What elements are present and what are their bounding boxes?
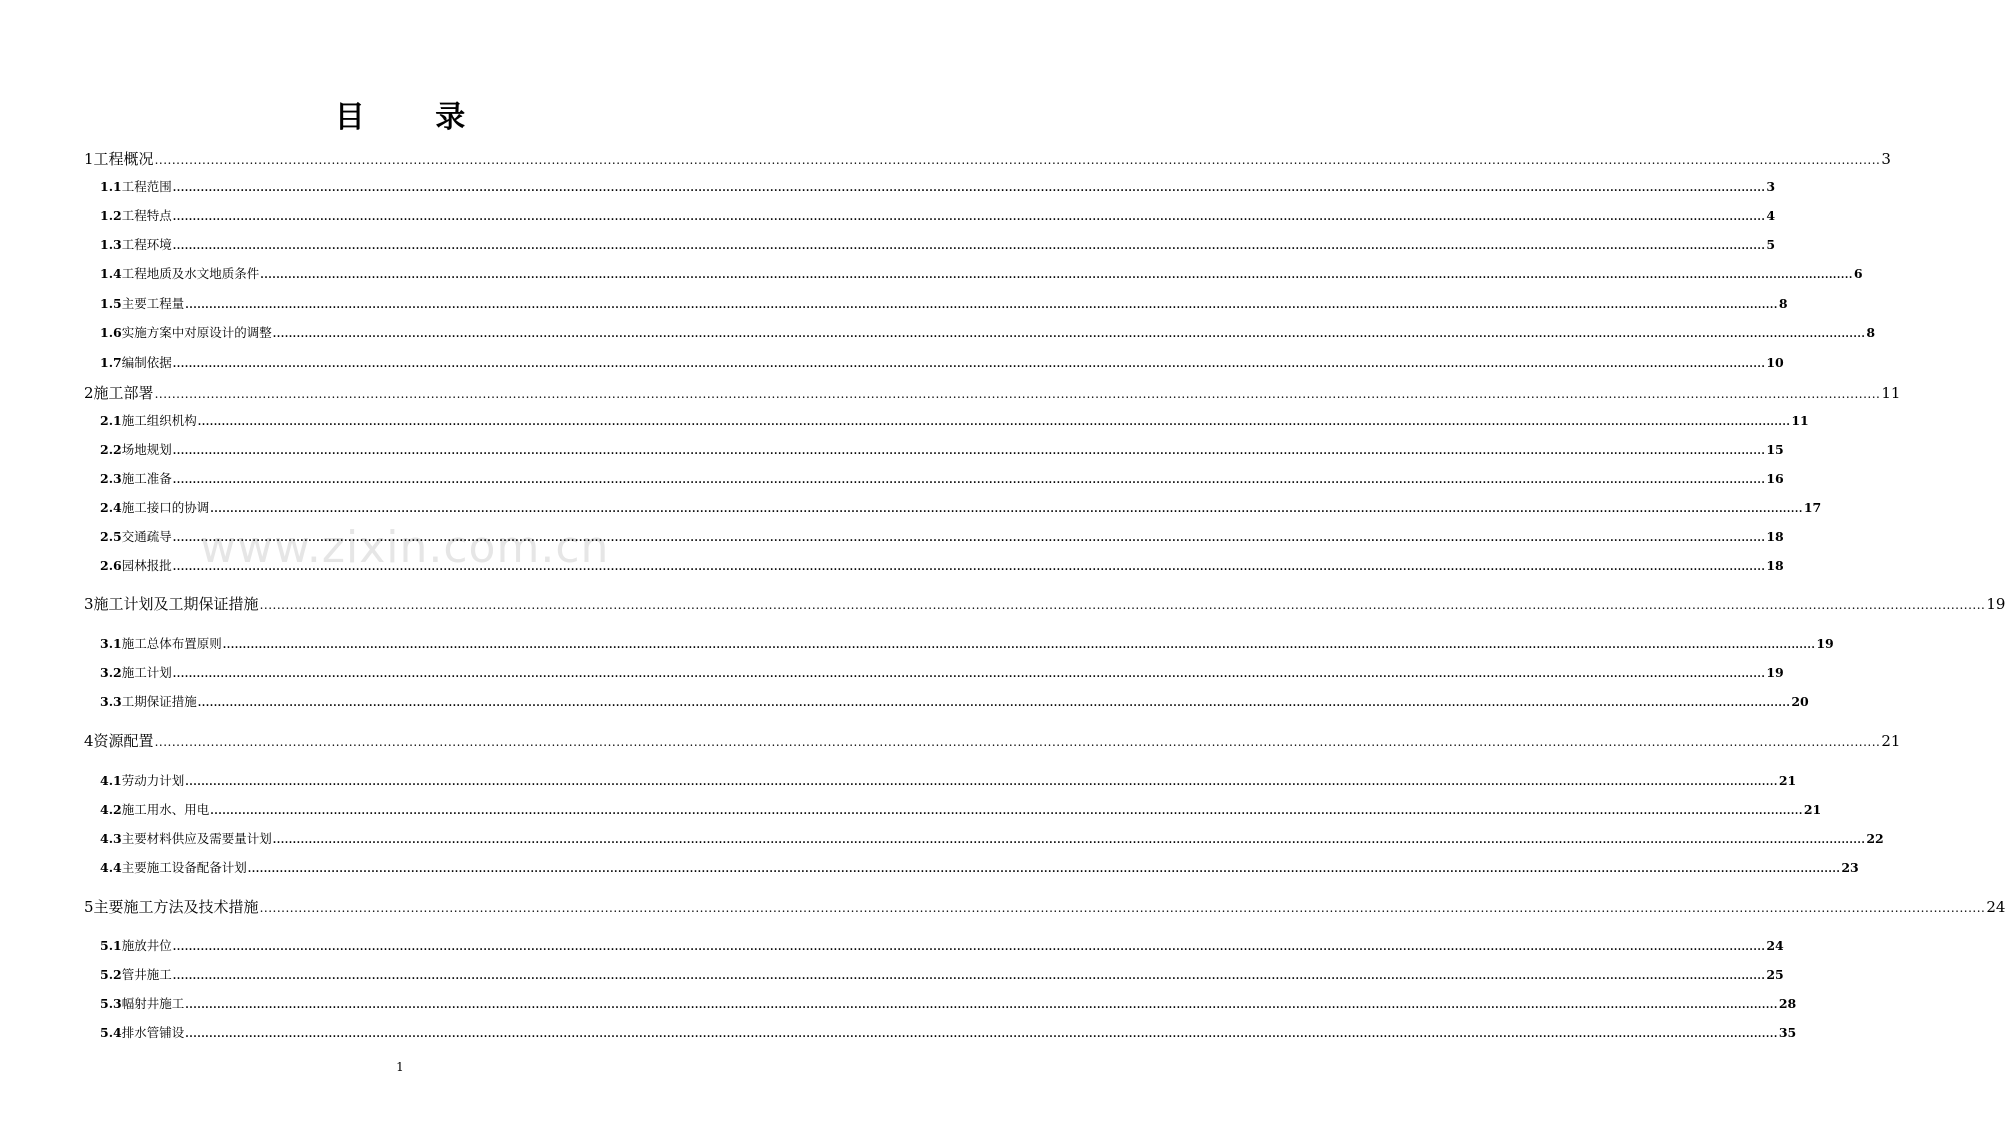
toc-entry-label: 施工总体布置原则 <box>121 636 222 651</box>
toc-entry-number: 1.3 <box>100 237 122 252</box>
toc-chapter-entry[interactable] <box>84 148 1891 169</box>
toc-dot-leader: ................................................................................................................................................................................................................................................................................................................................................................................................................ <box>185 300 1778 311</box>
toc-dot-leader: ................................................................................................................................................................................................................................................................................................................................................................................................................ <box>172 446 1766 457</box>
toc-dot-leader: ................................................................................................................................................................................................................................................................................................................................................................................................................ <box>185 777 1778 788</box>
toc-entry-number: 4.4 <box>100 860 122 875</box>
toc-entry-number: 4.3 <box>100 831 122 846</box>
toc-entry-label: 工程地质及水文地质条件 <box>121 266 260 281</box>
toc-entry-label: 施工部署 <box>93 384 154 402</box>
toc-entry-number: 2.1 <box>100 413 122 428</box>
toc-entry-page: 35 <box>1778 1025 1797 1040</box>
toc-entry-number: 3 <box>84 595 94 613</box>
toc-entry-number: 2.3 <box>100 471 122 486</box>
toc-entry-label: 场地规划 <box>121 442 172 457</box>
toc-entry-number: 1.7 <box>100 355 122 370</box>
toc-dot-leader: ................................................................................................................................................................................................................................................................................................................................................................................................................ <box>172 562 1766 573</box>
toc-section-entry[interactable] <box>100 527 1784 545</box>
toc-entry-label: 施放井位 <box>121 938 172 953</box>
toc-entry-page: 19 <box>1986 595 2005 613</box>
toc-dot-leader: ................................................................................................................................................................................................................................................................................................................................................................................................................ <box>197 698 1791 709</box>
toc-entry-label: 施工计划及工期保证措施 <box>93 595 259 613</box>
toc-entry-page: 21 <box>1778 773 1797 788</box>
toc-entry-number: 5.1 <box>100 938 122 953</box>
toc-entry-label: 施工接口的协调 <box>121 500 210 515</box>
toc-entry-page: 8 <box>1778 296 1788 311</box>
page-title: 目 录 <box>334 100 496 135</box>
toc-dot-leader: ................................................................................................................................................................................................................................................................................................................................................................................................................ <box>172 183 1766 194</box>
toc-entry-page: 28 <box>1778 996 1797 1011</box>
toc-entry-page: 18 <box>1766 529 1784 544</box>
toc-section-entry[interactable] <box>100 498 1822 516</box>
toc-dot-leader: ................................................................................................................................................................................................................................................................................................................................................................................................................ <box>172 212 1766 223</box>
toc-entry-page: 24 <box>1766 938 1784 953</box>
toc-section-entry[interactable] <box>100 663 1784 681</box>
toc-section-entry[interactable] <box>100 771 1797 789</box>
toc-entry-label: 工程环境 <box>121 237 172 252</box>
toc-entry-label: 交通疏导 <box>121 529 172 544</box>
toc-entry-page: 18 <box>1766 558 1784 573</box>
toc-section-entry[interactable] <box>100 858 1859 876</box>
toc-section-entry[interactable] <box>100 353 1784 371</box>
toc-entry-page: 22 <box>1866 831 1884 846</box>
toc-chapter-entry[interactable] <box>84 896 2005 917</box>
toc-entry-label: 工程特点 <box>121 208 172 223</box>
toc-section-entry[interactable] <box>100 440 1784 458</box>
toc-section-entry[interactable] <box>100 965 1784 983</box>
toc-section-entry[interactable] <box>100 994 1797 1012</box>
toc-entry-number: 2.2 <box>100 442 122 457</box>
page-number: 1 <box>396 1060 404 1074</box>
toc-entry-page: 4 <box>1766 208 1776 223</box>
toc-entry-number: 1 <box>84 150 94 168</box>
toc-entry-number: 3.1 <box>100 636 122 651</box>
toc-entry-number: 2 <box>84 384 94 402</box>
toc-dot-leader: ................................................................................................................................................................................................................................................................................................................................................................................................................ <box>260 270 1853 281</box>
toc-entry-label: 工程范围 <box>121 179 172 194</box>
toc-dot-leader: ................................................................................................................................................................................................................................................................................................................................................................................................................ <box>247 864 1841 875</box>
toc-entry-label: 资源配置 <box>93 732 154 750</box>
toc-entry-number: 4.1 <box>100 773 122 788</box>
toc-entry-number: 2.6 <box>100 558 122 573</box>
toc-section-entry[interactable] <box>100 556 1784 574</box>
toc-entry-label: 工程概况 <box>93 150 154 168</box>
toc-entry-page: 17 <box>1803 500 1822 515</box>
toc-dot-leader: ................................................................................................................................................................................................................................................................................................................................................................................................................ <box>272 835 1866 846</box>
toc-section-entry[interactable] <box>100 323 1876 341</box>
toc-entry-label: 园林报批 <box>121 558 172 573</box>
toc-section-entry[interactable] <box>100 692 1809 710</box>
toc-dot-leader: ................................................................................................................................................................................................................................................................................................................................................................................................................ <box>154 153 1881 167</box>
toc-entry-number: 5.2 <box>100 967 122 982</box>
toc-entry-page: 19 <box>1816 636 1834 651</box>
toc-dot-leader: ................................................................................................................................................................................................................................................................................................................................................................................................................ <box>154 387 1881 401</box>
toc-section-entry[interactable] <box>100 235 1776 253</box>
toc-section-entry[interactable] <box>100 264 1863 282</box>
toc-entry-label: 主要材料供应及需要量计划 <box>121 831 272 846</box>
toc-entry-label: 主要工程量 <box>121 296 185 311</box>
toc-entry-page: 15 <box>1766 442 1784 457</box>
toc-section-entry[interactable] <box>100 177 1776 195</box>
toc-dot-leader: ................................................................................................................................................................................................................................................................................................................................................................................................................ <box>172 971 1766 982</box>
toc-entry-page: 11 <box>1881 384 1901 402</box>
toc-entry-page: 20 <box>1791 694 1809 709</box>
toc-entry-page: 21 <box>1803 802 1822 817</box>
toc-entry-number: 2.5 <box>100 529 122 544</box>
toc-dot-leader: ................................................................................................................................................................................................................................................................................................................................................................................................................ <box>272 329 1866 340</box>
toc-entry-label: 实施方案中对原设计的调整 <box>121 325 272 340</box>
toc-entry-label: 主要施工方法及技术措施 <box>93 898 259 916</box>
toc-entry-number: 5.3 <box>100 996 122 1011</box>
toc-section-entry[interactable] <box>100 829 1884 847</box>
toc-dot-leader: ................................................................................................................................................................................................................................................................................................................................................................................................................ <box>197 417 1791 428</box>
toc-entry-number: 3.2 <box>100 665 122 680</box>
toc-chapter-entry[interactable] <box>84 730 1901 751</box>
toc-entry-page: 10 <box>1766 355 1784 370</box>
toc-dot-leader: ................................................................................................................................................................................................................................................................................................................................................................................................................ <box>210 806 1803 817</box>
toc-entry-label: 施工准备 <box>121 471 172 486</box>
toc-entry-number: 5.4 <box>100 1025 122 1040</box>
toc-section-entry[interactable] <box>100 634 1834 652</box>
toc-dot-leader: ................................................................................................................................................................................................................................................................................................................................................................................................................ <box>259 901 1986 915</box>
toc-entry-number: 1.6 <box>100 325 122 340</box>
toc-entry-page: 25 <box>1766 967 1784 982</box>
toc-dot-leader: ................................................................................................................................................................................................................................................................................................................................................................................................................ <box>172 241 1766 252</box>
toc-entry-label: 主要施工设备配备计划 <box>121 860 247 875</box>
toc-entry-number: 1.5 <box>100 296 122 311</box>
toc-entry-page: 3 <box>1766 179 1776 194</box>
toc-entry-label: 工期保证措施 <box>121 694 197 709</box>
toc-dot-leader: ................................................................................................................................................................................................................................................................................................................................................................................................................ <box>172 359 1766 370</box>
toc-section-entry[interactable] <box>100 936 1784 954</box>
toc-entry-page: 5 <box>1766 237 1776 252</box>
toc-entry-page: 23 <box>1841 860 1859 875</box>
toc-entry-number: 2.4 <box>100 500 122 515</box>
toc-dot-leader: ................................................................................................................................................................................................................................................................................................................................................................................................................ <box>172 475 1766 486</box>
toc-entry-label: 编制依据 <box>121 355 172 370</box>
toc-entry-page: 16 <box>1766 471 1784 486</box>
toc-entry-page: 6 <box>1853 266 1863 281</box>
toc-dot-leader: ................................................................................................................................................................................................................................................................................................................................................................................................................ <box>172 669 1766 680</box>
toc-entry-label: 施工计划 <box>121 665 172 680</box>
toc-section-entry[interactable] <box>100 294 1788 312</box>
toc-entry-label: 劳动力计划 <box>121 773 185 788</box>
toc-dot-leader: ................................................................................................................................................................................................................................................................................................................................................................................................................ <box>185 1029 1778 1040</box>
toc-section-entry[interactable] <box>100 800 1822 818</box>
toc-section-entry[interactable] <box>100 469 1784 487</box>
toc-entry-page: 19 <box>1766 665 1784 680</box>
toc-entry-number: 1.1 <box>100 179 122 194</box>
toc-section-entry[interactable] <box>100 411 1809 429</box>
toc-entry-page: 3 <box>1881 150 1891 168</box>
toc-dot-leader: ................................................................................................................................................................................................................................................................................................................................................................................................................ <box>172 533 1766 544</box>
toc-dot-leader: ................................................................................................................................................................................................................................................................................................................................................................................................................ <box>222 640 1816 651</box>
toc-entry-label: 施工用水、用电 <box>121 802 210 817</box>
toc-dot-leader: ................................................................................................................................................................................................................................................................................................................................................................................................................ <box>210 504 1803 515</box>
toc-entry-number: 3.3 <box>100 694 122 709</box>
toc-entry-number: 1.4 <box>100 266 122 281</box>
toc-entry-label: 施工组织机构 <box>121 413 197 428</box>
toc-dot-leader: ................................................................................................................................................................................................................................................................................................................................................................................................................ <box>172 942 1766 953</box>
toc-entry-page: 8 <box>1866 325 1876 340</box>
toc-entry-label: 排水管铺设 <box>121 1025 185 1040</box>
toc-entry-page: 21 <box>1881 732 1901 750</box>
toc-entry-label: 幅射井施工 <box>121 996 185 1011</box>
toc-dot-leader: ................................................................................................................................................................................................................................................................................................................................................................................................................ <box>259 598 1986 612</box>
toc-chapter-entry[interactable] <box>84 382 1901 403</box>
toc-entry-number: 5 <box>84 898 94 916</box>
toc-entry-label: 管井施工 <box>121 967 172 982</box>
watermark: www.zixin.com.cn <box>200 522 610 573</box>
toc-dot-leader: ................................................................................................................................................................................................................................................................................................................................................................................................................ <box>154 735 1881 749</box>
toc-section-entry[interactable] <box>100 1023 1797 1041</box>
toc-dot-leader: ................................................................................................................................................................................................................................................................................................................................................................................................................ <box>185 1000 1778 1011</box>
toc-entry-number: 4 <box>84 732 94 750</box>
toc-entry-page: 11 <box>1791 413 1809 428</box>
toc-entry-number: 1.2 <box>100 208 122 223</box>
toc-section-entry[interactable] <box>100 206 1776 224</box>
toc-chapter-entry[interactable] <box>84 593 2005 614</box>
toc-entry-number: 4.2 <box>100 802 122 817</box>
toc-entry-page: 24 <box>1986 898 2005 916</box>
